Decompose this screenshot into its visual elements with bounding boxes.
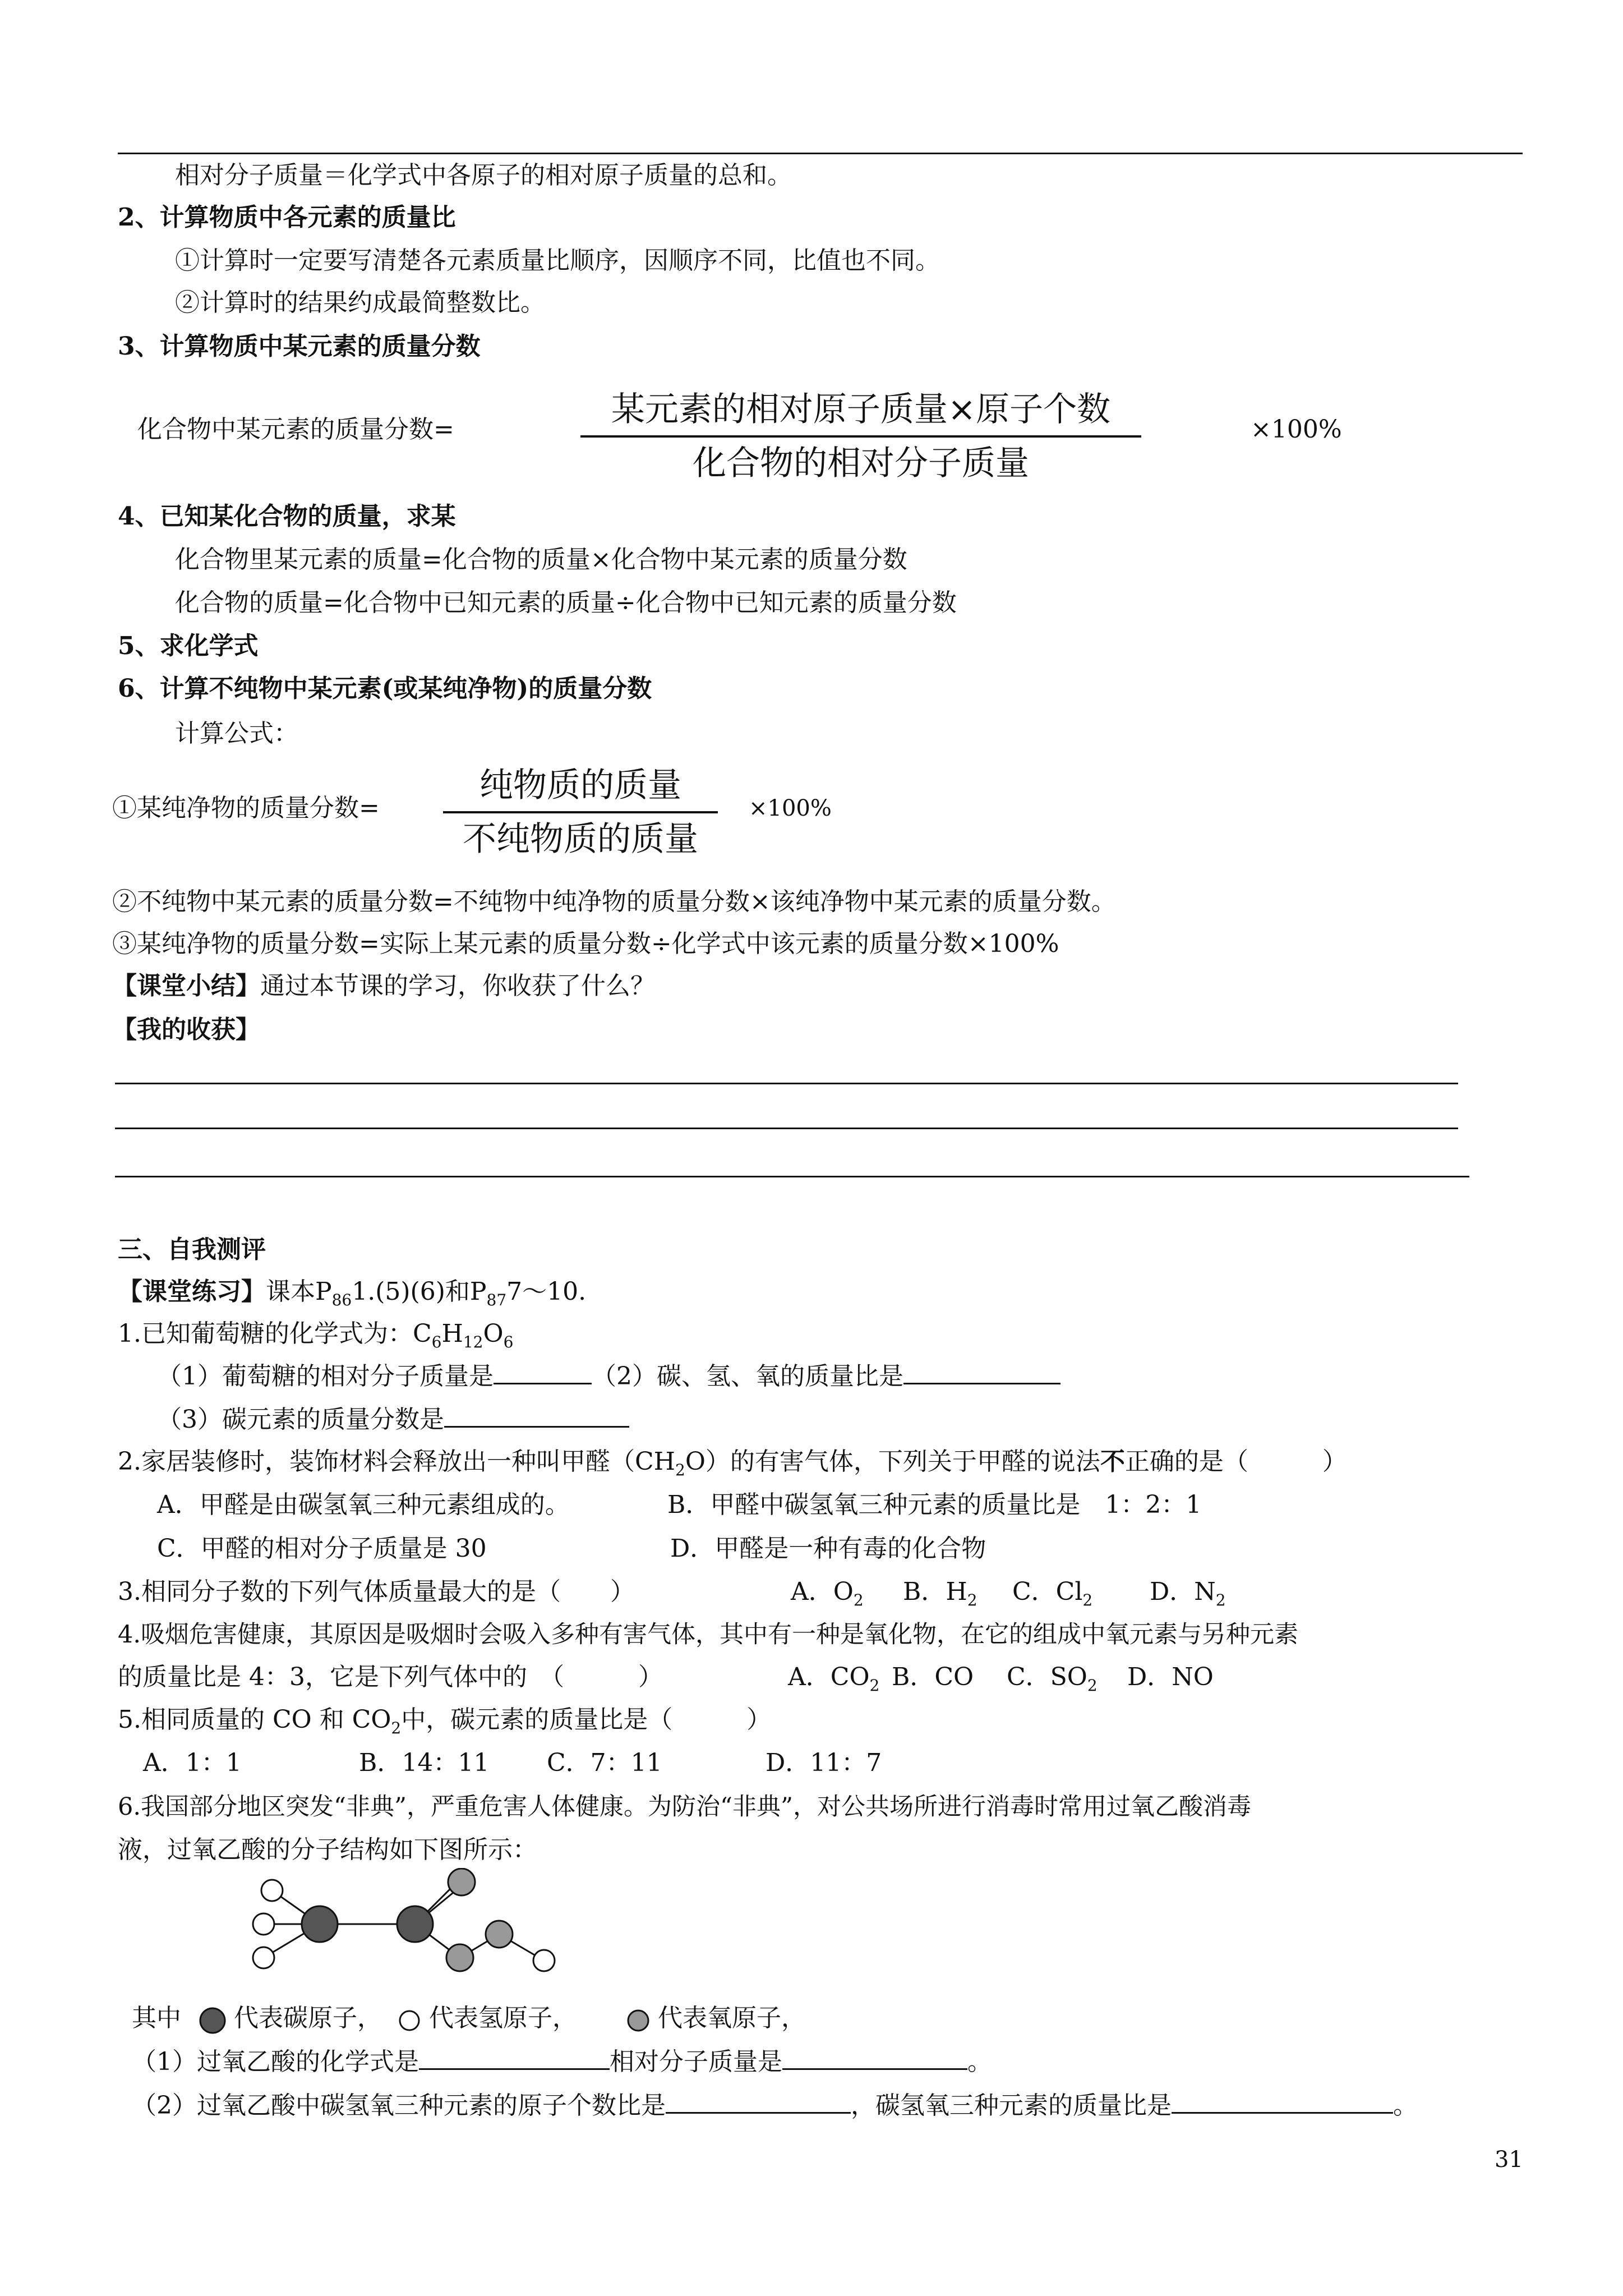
section-heading: 6、计算不纯物中某元素(或某纯净物)的质量分数 [118, 674, 652, 703]
practice-text: 7～10. [506, 1277, 587, 1306]
question-4-line1: 4.吸烟危害健康，其原因是吸烟时会吸入多种有害气体，其中有一种是氧化物，在它的组成中氧元素与另种元素 [118, 1621, 1299, 1649]
option-c[interactable] [1012, 1576, 1092, 1616]
carbon-atom [302, 1906, 338, 1942]
summary-tag: 【课堂小结】 [112, 972, 260, 1000]
hydrogen-atom [253, 1913, 274, 1935]
option-d[interactable] [1150, 1576, 1226, 1616]
formula-char: O [483, 1319, 504, 1348]
text-line: 化合物里某元素的质量=化合物的质量×化合物中某元素的质量分数 [175, 545, 907, 574]
formula-label: ①某纯净物的质量分数= [112, 794, 380, 822]
peracetic-acid-molecule-diagram [241, 1868, 600, 1997]
legend-text: 代表碳原子， [234, 2004, 382, 2032]
formula-percent: ×100% [749, 795, 832, 821]
legend-text: 代表氢原子， [429, 2004, 577, 2032]
section-heading: 2、计算物质中各元素的质量比 [118, 203, 456, 232]
carbon-legend-icon [189, 2006, 234, 2034]
question-text: 5.相同质量的 CO 和 CO [118, 1705, 391, 1734]
answer-blank[interactable] [903, 1360, 1061, 1384]
summary-text: 通过本节课的学习，你收获了什么？ [260, 972, 655, 1000]
question-1-part3 [157, 1404, 629, 1435]
gain-tag: 【我的收获】 [112, 1015, 260, 1044]
hydrogen-atom [261, 1880, 283, 1901]
question-text: 中，碳元素的质量比是（ ） [401, 1705, 772, 1734]
answer-blank[interactable] [1172, 2090, 1393, 2114]
formula-fraction [580, 387, 1141, 486]
section-heading: 5、求化学式 [118, 632, 259, 660]
formula-numerator: 纯物质的质量 [479, 766, 681, 805]
oxygen-atom [448, 1869, 475, 1895]
text-line: ②计算时的结果约成最简整数比。 [175, 288, 545, 317]
answer-line[interactable] [115, 1176, 1469, 1177]
formula-char: H [441, 1319, 463, 1348]
question-text: （3）碳元素的质量分数是 [157, 1405, 444, 1434]
answer-blank[interactable] [494, 1360, 592, 1384]
subscript: 2 [675, 1460, 685, 1479]
question-2-stem [118, 1446, 1347, 1486]
option-text: C．SO [1007, 1663, 1087, 1691]
option-b[interactable]: B．14：11 [359, 1749, 490, 1777]
option-a[interactable] [791, 1576, 864, 1616]
option-text: D．N [1150, 1577, 1216, 1606]
legend-text: 代表氧原子， [658, 2004, 806, 2032]
subscript: 2 [967, 1590, 978, 1609]
practice-text: 课本P [266, 1277, 332, 1306]
summary-line [112, 970, 655, 1002]
practice-text: 1.(5)(6)和P [352, 1277, 487, 1306]
question-1-stem [118, 1318, 513, 1358]
section-heading: 3、计算物质中某元素的质量分数 [118, 332, 481, 361]
question-6-part2 [132, 2090, 1418, 2122]
subscript: 86 [331, 1290, 352, 1309]
text-line: ①计算时一定要写清楚各元素质量比顺序，因顺序不同，比值也不同。 [175, 246, 940, 275]
question-text: 相对分子质量是 [610, 2047, 782, 2076]
option-d[interactable]: D．11：7 [766, 1749, 882, 1777]
text-line: 计算公式： [175, 719, 298, 748]
question-4-line2: 的质量比是 4：3，它是下列气体中的 （ ） [118, 1663, 663, 1691]
text-line: ②不纯物中某元素的质量分数=不纯物中纯净物的质量分数×该纯净物中某元素的质量分数。 [112, 887, 1116, 916]
formula-denominator: 不纯物质的质量 [463, 820, 698, 859]
question-text: 2.家居装修时，装饰材料会释放出一种叫甲醛（CH [118, 1447, 676, 1476]
answer-blank[interactable] [419, 2046, 610, 2070]
top-rule [118, 153, 1523, 154]
option-a[interactable] [788, 1662, 879, 1701]
option-b[interactable]: B．甲醛中碳氢氧三种元素的质量比是 1：2：1 [667, 1490, 1202, 1519]
oxygen-atom [446, 1944, 473, 1971]
question-text: 。 [1393, 2091, 1418, 2120]
question-6-line1: 6.我国部分地区突发“非典”，严重危害人体健康。为防治“非典”，对公共场所进行消毒时常用过氧乙酸消毒 [118, 1793, 1251, 1821]
practice-tag: 【课堂练习】 [118, 1277, 266, 1306]
text-line: 化合物的质量=化合物中已知元素的质量÷化合物中已知元素的质量分数 [175, 588, 957, 617]
question-3-stem: 3.相同分子数的下列气体质量最大的是（ ） [118, 1577, 635, 1606]
hydrogen-legend-icon [390, 2006, 429, 2034]
hydrogen-atom [253, 1947, 274, 1968]
option-a[interactable]: A．1：1 [143, 1749, 242, 1777]
section-heading: 4、已知某化合物的质量，求某 [118, 502, 456, 531]
option-b[interactable] [903, 1576, 978, 1616]
subscript: 12 [463, 1332, 483, 1351]
option-d[interactable]: D．甲醛是一种有毒的化合物 [670, 1534, 986, 1563]
question-text: O）的有害气体，下列关于甲醛的说法 [685, 1447, 1100, 1476]
question-text: （2）碳、氢、氧的质量比是 [592, 1362, 903, 1391]
question-1-parts [157, 1360, 1061, 1392]
option-text: A．CO [788, 1663, 870, 1691]
question-text: ，碳氢氧三种元素的质量比是 [851, 2091, 1172, 2120]
answer-blank[interactable] [444, 1404, 629, 1428]
subscript: 6 [503, 1332, 514, 1351]
question-6-line2: 液，过氧乙酸的分子结构如下图所示： [118, 1835, 537, 1864]
formula-numerator: 某元素的相对原子质量×原子个数 [611, 390, 1111, 429]
subscript: 2 [1087, 1676, 1098, 1695]
option-b[interactable]: B．CO [892, 1663, 974, 1691]
answer-blank[interactable] [666, 2090, 851, 2114]
subscript: 87 [486, 1290, 507, 1309]
option-c[interactable] [1007, 1662, 1098, 1701]
formula-fraction [443, 763, 718, 862]
subscript: 2 [869, 1676, 880, 1695]
subscript: 2 [391, 1718, 402, 1737]
section-title: 三、自我测评 [118, 1235, 266, 1264]
answer-blank[interactable] [782, 2046, 967, 2070]
fraction-bar [443, 811, 718, 813]
subscript: 2 [1215, 1590, 1226, 1609]
question-text: 正确的是（ ） [1124, 1447, 1347, 1476]
page-number: 31 [1495, 2147, 1523, 2173]
option-text: C．Cl [1012, 1577, 1083, 1606]
oxygen-atom [486, 1921, 513, 1948]
option-c[interactable]: C．甲醛的相对分子质量是 30 [157, 1534, 487, 1563]
legend-line [132, 2003, 806, 2034]
hydrogen-atom [533, 1950, 555, 1971]
emphasis: 不 [1100, 1447, 1125, 1476]
practice-line [118, 1276, 586, 1316]
option-text: B．H [903, 1577, 967, 1606]
option-a[interactable]: A．甲醛是由碳氢氧三种元素组成的。 [157, 1490, 570, 1519]
fraction-bar [580, 435, 1141, 438]
question-text: 。 [967, 2047, 992, 2076]
option-c[interactable]: C．7：11 [547, 1749, 662, 1777]
formula-char: C [412, 1319, 432, 1348]
answer-line[interactable] [115, 1083, 1458, 1084]
question-5-stem [118, 1704, 771, 1744]
subscript: 2 [853, 1590, 864, 1609]
option-text: A．O [791, 1577, 854, 1606]
question-text: （1）葡萄糖的相对分子质量是 [157, 1362, 494, 1391]
subscript: 2 [1082, 1590, 1093, 1609]
answer-line[interactable] [115, 1128, 1458, 1129]
formula-label: 化合物中某元素的质量分数= [137, 415, 454, 444]
text-line: 相对分子质量＝化学式中各原子的相对原子质量的总和。 [175, 161, 792, 190]
question-text: （2）过氧乙酸中碳氢氧三种元素的原子个数比是 [132, 2091, 666, 2120]
question-text: 1.已知葡萄糖的化学式为： [118, 1319, 413, 1348]
question-6-part1 [132, 2046, 992, 2078]
oxygen-legend-icon [619, 2006, 658, 2034]
text-line: ③某纯净物的质量分数=实际上某元素的质量分数÷化学式中该元素的质量分数×100% [112, 930, 1059, 958]
carbon-atom [397, 1906, 433, 1942]
formula-denominator: 化合物的相对分子质量 [693, 444, 1029, 483]
formula-percent: ×100% [1251, 415, 1342, 444]
legend-prefix: 其中 [132, 2004, 181, 2032]
option-d[interactable]: D．NO [1127, 1663, 1214, 1691]
subscript: 6 [431, 1332, 442, 1351]
question-text: （1）过氧乙酸的化学式是 [132, 2047, 419, 2076]
